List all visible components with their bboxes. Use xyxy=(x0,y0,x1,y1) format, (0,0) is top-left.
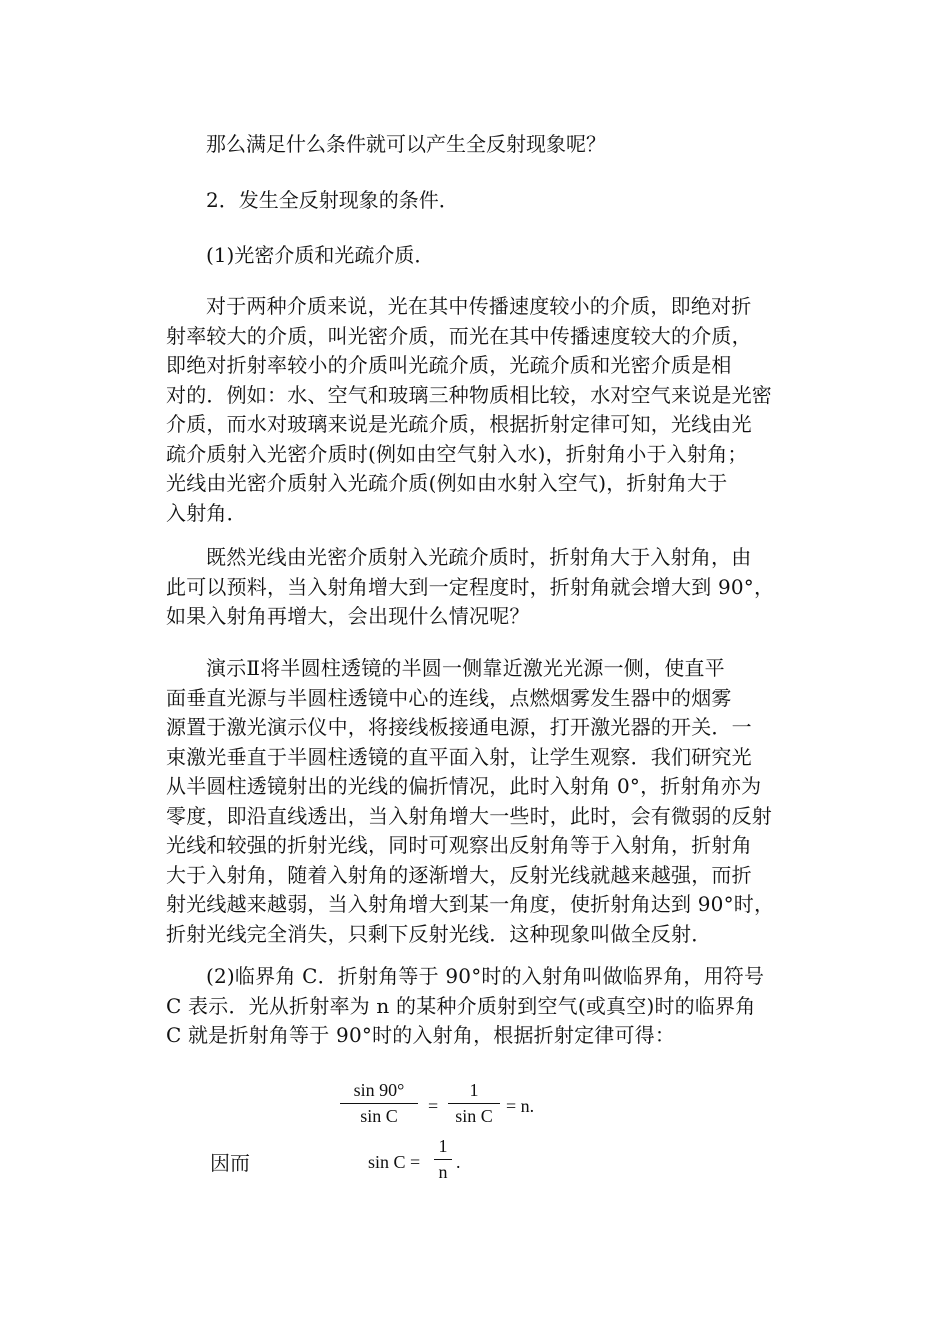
formula-rhs: = n. xyxy=(506,1096,535,1116)
paragraph-line: (2)临界角 C．折射角等于 90°时的入射角叫做临界角，用符号 xyxy=(206,964,765,988)
denominator: n xyxy=(438,1162,448,1182)
paragraph-line: 演示Ⅱ将半圆柱透镜的半圆一侧靠近激光光源一侧，使直平 xyxy=(206,656,725,680)
paragraph-line: 此可以预料，当入射角增大到一定程度时，折射角就会增大到 90°， xyxy=(166,574,775,599)
paragraph-line: 即绝对折射率较小的介质叫光疏介质，光疏介质和光密介质是相 xyxy=(166,353,732,377)
formula-snell xyxy=(340,1080,570,1140)
paragraph-line: 零度，即沿直线透出，当入射角增大一些时，此时，会有微弱的反射 xyxy=(166,803,772,828)
numerator: sin 90° xyxy=(353,1080,405,1100)
denominator: sin C xyxy=(455,1106,493,1126)
paragraph-line: 既然光线由光密介质射入光疏介质时，折射角大于入射角，由 xyxy=(206,545,752,569)
section-heading: 2．发生全反射现象的条件． xyxy=(206,188,459,212)
denominator: sin C xyxy=(360,1106,398,1126)
paragraph-line: 光线由光密介质射入光疏介质(例如由水射入空气)，折射角大于 xyxy=(166,471,728,495)
numerator: 1 xyxy=(438,1136,448,1156)
formula-period: . xyxy=(456,1152,461,1172)
paragraph-line: 入射角． xyxy=(166,500,247,525)
paragraph-line: 源置于激光演示仪中，将接线板接通电源，打开激光器的开关．一 xyxy=(166,715,752,739)
paragraph-line: 束激光垂直于半圆柱透镜的直平面入射，让学生观察．我们研究光 xyxy=(166,744,752,769)
paragraph-critical-angle xyxy=(166,962,786,1051)
paragraph-line: 对的．例如：水、空气和玻璃三种物质相比较，水对空气来说是光密 xyxy=(166,382,772,407)
paragraph-line: C 表示．光从折射率为 n 的某种介质射到空气(或真空)时的临界角 xyxy=(166,993,756,1018)
formula-critical-angle xyxy=(368,1136,498,1192)
question-line: 那么满足什么条件就可以产生全反射现象呢？ xyxy=(206,132,606,156)
paragraph-demonstration xyxy=(166,654,786,949)
paragraph-line: 大于入射角，随着入射角的逐渐增大，反射光线就越来越强，而折 xyxy=(166,862,752,887)
paragraph-line: 光线和较强的折射光线，同时可观察出反射角等于入射角，折射角 xyxy=(166,833,752,857)
subsection-heading: (1)光密介质和光疏介质． xyxy=(206,243,435,267)
paragraph-line: 射率较大的介质，叫光密介质，而光在其中传播速度较大的介质， xyxy=(166,323,752,348)
paragraph-line: 疏介质射入光密介质时(例如由空气射入水)，折射角小于入射角； xyxy=(166,441,748,466)
paragraph-line: 对于两种介质来说，光在其中传播速度较小的介质，即绝对折 xyxy=(206,294,752,318)
paragraph-line: 射光线越来越弱，当入射角增大到某一角度，使折射角达到 90°时， xyxy=(166,892,775,916)
paragraph-line: 如果入射角再增大，会出现什么情况呢？ xyxy=(166,604,530,628)
paragraph-line: C 就是折射角等于 90°时的入射角，根据折射定律可得： xyxy=(166,1023,676,1047)
paragraph-line: 面垂直光源与半圆柱透镜中心的连线，点燃烟雾发生器中的烟雾 xyxy=(166,685,732,710)
fraction-1-over-n xyxy=(434,1136,452,1183)
formula-lhs: sin C = xyxy=(368,1152,421,1172)
fraction-1-over-sinC xyxy=(448,1080,500,1127)
fraction-sin90-over-sinC xyxy=(340,1080,418,1127)
paragraph-prediction xyxy=(166,543,786,632)
equals-sign: = xyxy=(428,1096,439,1116)
numerator: 1 xyxy=(469,1080,479,1100)
paragraph-line: 折射光线完全消失，只剩下反射光线．这种现象叫做全反射． xyxy=(166,921,712,946)
paragraph-line: 从半圆柱透镜射出的光线的偏折情况，此时入射角 0°，折射角亦为 xyxy=(166,774,762,798)
paragraph-optical-density xyxy=(166,292,786,528)
paragraph-line: 介质，而水对玻璃来说是光疏介质，根据折射定律可知，光线由光 xyxy=(166,412,752,436)
therefore-label: 因而 xyxy=(210,1151,250,1175)
